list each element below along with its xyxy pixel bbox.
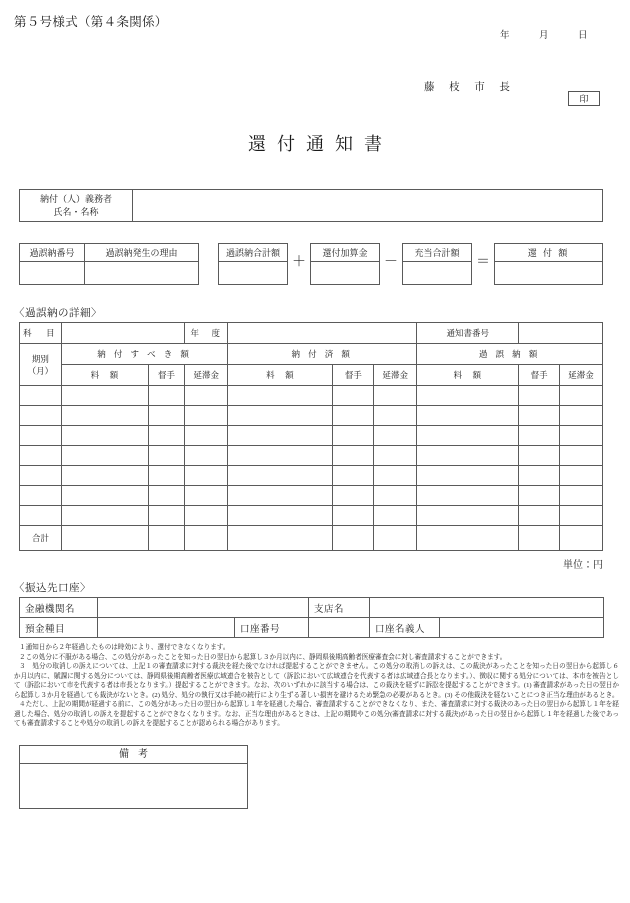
cell-overpaid-reminder[interactable]: [519, 506, 560, 526]
cell-paid-reminder[interactable]: [333, 386, 374, 406]
payer-label-line1: 納付（人）義務者: [39, 193, 112, 204]
fiscal-year-label: 年 度: [185, 323, 228, 344]
overpay-total-box: [218, 243, 288, 285]
total-paid-late[interactable]: [374, 526, 417, 551]
total-overpaid-reminder[interactable]: [519, 526, 560, 551]
period-label-line1: 期別: [31, 353, 49, 364]
cell-paid-reminder[interactable]: [333, 406, 374, 426]
cell-overpaid-late[interactable]: [559, 446, 602, 466]
cell-paid-late[interactable]: [374, 466, 417, 486]
branch-field[interactable]: [370, 598, 604, 618]
table-row[interactable]: [20, 426, 603, 446]
account-number-field[interactable]: [309, 618, 370, 638]
cell-paid-fee[interactable]: [228, 386, 333, 406]
overpay-number-label: 過誤納番号: [20, 244, 84, 262]
cell-overpaid-reminder[interactable]: [519, 406, 560, 426]
legal-notes: [14, 643, 619, 729]
seal-box: 印: [568, 91, 600, 106]
detail-header-row-1: [20, 323, 603, 344]
cell-payable-reminder[interactable]: [148, 486, 185, 506]
unit-note: 単位：円: [563, 560, 603, 571]
cell-overpaid-fee[interactable]: [417, 486, 519, 506]
interest-field[interactable]: [311, 262, 379, 284]
cell-paid-reminder[interactable]: [333, 426, 374, 446]
table-row[interactable]: [20, 486, 603, 506]
cell-paid-fee[interactable]: [228, 506, 333, 526]
cell-payable-fee[interactable]: [61, 406, 148, 426]
cell-overpaid-fee[interactable]: [417, 506, 519, 526]
table-row[interactable]: [20, 386, 603, 406]
payer-label-line2: 氏名・名称: [53, 206, 99, 217]
cell-paid-late[interactable]: [374, 446, 417, 466]
cell-payable-late[interactable]: [185, 406, 228, 426]
cell-paid-late[interactable]: [374, 486, 417, 506]
subject-label: 科 目: [20, 323, 62, 344]
cell-paid-late[interactable]: [374, 506, 417, 526]
institution-label: 金融機関名: [20, 598, 98, 618]
cell-payable-fee[interactable]: [61, 466, 148, 486]
total-payable-fee[interactable]: [61, 526, 148, 551]
overpay-reason-label: 過誤納発生の理由: [85, 244, 198, 262]
cell-paid-late[interactable]: [374, 426, 417, 446]
account-holder-field[interactable]: [440, 618, 604, 638]
issuer-name: 藤 枝 市 長: [424, 82, 516, 93]
cell-overpaid-reminder[interactable]: [519, 426, 560, 446]
period-label-line2: （月）: [27, 365, 54, 376]
appropriation-field[interactable]: [403, 262, 471, 284]
paid-late-label: 延滞金: [374, 365, 417, 386]
overpay-detail-table: [19, 322, 603, 551]
table-row[interactable]: [20, 466, 603, 486]
cell-overpaid-fee[interactable]: [417, 426, 519, 446]
overpaid-late-label: 延滞金: [559, 365, 602, 386]
cell-payable-reminder[interactable]: [148, 426, 185, 446]
detail-header-row-2: [20, 344, 603, 365]
cell-payable-reminder[interactable]: [148, 506, 185, 526]
notice-number-field[interactable]: [519, 323, 603, 344]
form-number: 第５号様式（第４条関係）: [14, 15, 168, 29]
cell-payable-reminder[interactable]: [148, 446, 185, 466]
bank-caption: 〈振込先口座〉: [14, 583, 91, 594]
cell-paid-reminder[interactable]: [333, 486, 374, 506]
overpaid-reminder-label: 督手: [519, 365, 560, 386]
cell-payable-late[interactable]: [185, 426, 228, 446]
refund-amount-box: [494, 243, 603, 285]
overpaid-fee-label: 料 額: [417, 365, 519, 386]
overpay-total-field[interactable]: [219, 262, 287, 284]
cell-payable-late[interactable]: [185, 446, 228, 466]
cell-paid-fee[interactable]: [228, 406, 333, 426]
paid-reminder-label: 督手: [333, 365, 374, 386]
cell-overpaid-fee[interactable]: [417, 406, 519, 426]
cell-overpaid-late[interactable]: [559, 386, 602, 406]
cell-overpaid-reminder[interactable]: [519, 386, 560, 406]
overpay-number-field[interactable]: [20, 262, 84, 284]
cell-period[interactable]: [20, 426, 62, 446]
payer-label: [20, 190, 133, 221]
total-payable-late[interactable]: [185, 526, 228, 551]
remarks-field[interactable]: [20, 764, 247, 808]
page-title: 還付通知書: [248, 134, 393, 154]
appropriation-label: 充当合計額: [403, 244, 471, 262]
legal-note: ３ 処分の取消しの訴えについては、上記１の審査請求に対する裁決を経た後でなければ提起することができません。この処分の取消しの訴えは、この裁決があったことを知った日の翌日から起算し６か月以内に、賦課に関する処分については、静岡県後期高齢者医療広域連合を被告として（訴訟において広域連合を代表する者は広域連合長となります。）、徴収に関する処分については、本市を被告として（訴訟において市を代表する者は市長となります。）提起することができます。なお、次のいずれかに該当する場合は、この裁決を経ずに訴訟を提起することができます。(1) 審査請求があった日の翌日から起算し３か月を経過しても裁決がないとき。(2) 処分、処分の執行又は手続の続行により生ずる著しい損害を避けるため緊急の必要があるとき。(3) その他裁決を経ないことにつき正当な理由があるとき。: [14, 663, 619, 699]
cell-paid-fee[interactable]: [228, 466, 333, 486]
refund-amount-label: 還 付 額: [495, 244, 602, 262]
cell-payable-reminder[interactable]: [148, 466, 185, 486]
cell-overpaid-fee[interactable]: [417, 386, 519, 406]
total-label: 合計: [20, 526, 62, 551]
remarks-label: 備考: [20, 746, 247, 764]
cell-payable-fee[interactable]: [61, 506, 148, 526]
cell-payable-fee[interactable]: [61, 486, 148, 506]
interest-label: 還付加算金: [311, 244, 379, 262]
overpay-reason-box: [85, 243, 199, 285]
cell-overpaid-late[interactable]: [559, 506, 602, 526]
payable-reminder-label: 督手: [148, 365, 185, 386]
paid-fee-label: 料 額: [228, 365, 333, 386]
period-label: [20, 344, 62, 386]
cell-payable-late[interactable]: [185, 386, 228, 406]
total-paid-reminder[interactable]: [333, 526, 374, 551]
payer-name-field[interactable]: [133, 190, 602, 221]
total-row: [20, 526, 603, 551]
detail-header-row-3: [20, 365, 603, 386]
cell-period[interactable]: [20, 386, 62, 406]
table-row[interactable]: [20, 506, 603, 526]
cell-period[interactable]: [20, 446, 62, 466]
total-overpaid-fee[interactable]: [417, 526, 519, 551]
cell-overpaid-reminder[interactable]: [519, 486, 560, 506]
cell-overpaid-reminder[interactable]: [519, 446, 560, 466]
cell-payable-late[interactable]: [185, 506, 228, 526]
cell-paid-late[interactable]: [374, 386, 417, 406]
cell-payable-fee[interactable]: [61, 386, 148, 406]
interest-box: [310, 243, 380, 285]
branch-label: 支店名: [309, 598, 370, 618]
notice-number-label: 通知書番号: [417, 323, 519, 344]
cell-payable-fee[interactable]: [61, 426, 148, 446]
account-number-label: 口座番号: [235, 618, 309, 638]
cell-overpaid-late[interactable]: [559, 466, 602, 486]
account-holder-label: 口座名義人: [370, 618, 440, 638]
cell-paid-fee[interactable]: [228, 446, 333, 466]
payer-table: [19, 189, 603, 222]
payable-late-label: 延滞金: [185, 365, 228, 386]
cell-overpaid-late[interactable]: [559, 406, 602, 426]
overpay-total-label: 過誤納合計額: [219, 244, 287, 262]
cell-period[interactable]: [20, 506, 62, 526]
total-overpaid-late[interactable]: [559, 526, 602, 551]
operator-minus: －: [384, 255, 398, 270]
cell-overpaid-reminder[interactable]: [519, 466, 560, 486]
cell-overpaid-late[interactable]: [559, 426, 602, 446]
overpay-reason-field[interactable]: [85, 262, 198, 284]
bank-row-institution: [20, 598, 604, 618]
cell-period[interactable]: [20, 486, 62, 506]
cell-overpaid-fee[interactable]: [417, 446, 519, 466]
cell-payable-late[interactable]: [185, 486, 228, 506]
cell-period[interactable]: [20, 466, 62, 486]
payable-fee-label: 料 額: [61, 365, 148, 386]
cell-overpaid-fee[interactable]: [417, 466, 519, 486]
cell-overpaid-late[interactable]: [559, 486, 602, 506]
group-paid-label: 納 付 済 額: [228, 344, 417, 365]
institution-field[interactable]: [98, 598, 309, 618]
table-row[interactable]: [20, 446, 603, 466]
legal-note: １通知日から２年経過したものは時効により、還付できなくなります。: [19, 644, 230, 651]
operator-plus: ＋: [292, 255, 306, 270]
subject-field[interactable]: [61, 323, 184, 344]
cell-payable-fee[interactable]: [61, 446, 148, 466]
bank-row-account: [20, 618, 604, 638]
group-payable-label: 納 付 す べ き 額: [61, 344, 227, 365]
cell-payable-late[interactable]: [185, 466, 228, 486]
operator-equals: ＝: [476, 255, 490, 270]
deposit-type-field[interactable]: [98, 618, 235, 638]
deposit-type-label: 預金種目: [20, 618, 98, 638]
total-paid-fee[interactable]: [228, 526, 333, 551]
fiscal-year-field[interactable]: [228, 323, 417, 344]
remarks-box: [19, 745, 248, 809]
bank-account-table: [19, 597, 604, 638]
cell-period[interactable]: [20, 406, 62, 426]
legal-note: ２この処分に不服がある場合、この処分があったことを知った日の翌日から起算し３か月以内に、静岡県後期高齢者医療審査会に対し審査請求することができます。: [19, 653, 507, 661]
table-row[interactable]: [20, 406, 603, 426]
appropriation-box: [402, 243, 472, 285]
cell-paid-reminder[interactable]: [333, 506, 374, 526]
overpay-number-box: [19, 243, 85, 285]
cell-payable-reminder[interactable]: [148, 406, 185, 426]
cell-paid-reminder[interactable]: [333, 446, 374, 466]
refund-amount-field[interactable]: [495, 262, 602, 284]
cell-paid-fee[interactable]: [228, 486, 333, 506]
cell-payable-reminder[interactable]: [148, 386, 185, 406]
date-line: 年 月 日: [500, 31, 598, 41]
detail-caption: 〈過誤納の詳細〉: [14, 308, 102, 319]
total-payable-reminder[interactable]: [148, 526, 185, 551]
cell-paid-reminder[interactable]: [333, 466, 374, 486]
cell-paid-fee[interactable]: [228, 426, 333, 446]
cell-paid-late[interactable]: [374, 406, 417, 426]
group-overpaid-label: 過 誤 納 額: [417, 344, 603, 365]
legal-note: ４ただし、上記の期間が経過する前に、この処分があった日の翌日から起算し１年を経過した場合、審査請求することができなくなり、また、審査請求に対する裁決のあった日の翌日から起算し１年を経過した場合、処分の取消しの訴えを提起することができなくなります。なお、正当な理由があるときは、上記の期間やこの処分(審査請求に対する裁決)があった日の翌日から起算し１年を経過した後であっても審査請求することや処分の取消しの訴えを提起することが認められる場合があります。: [14, 701, 619, 728]
